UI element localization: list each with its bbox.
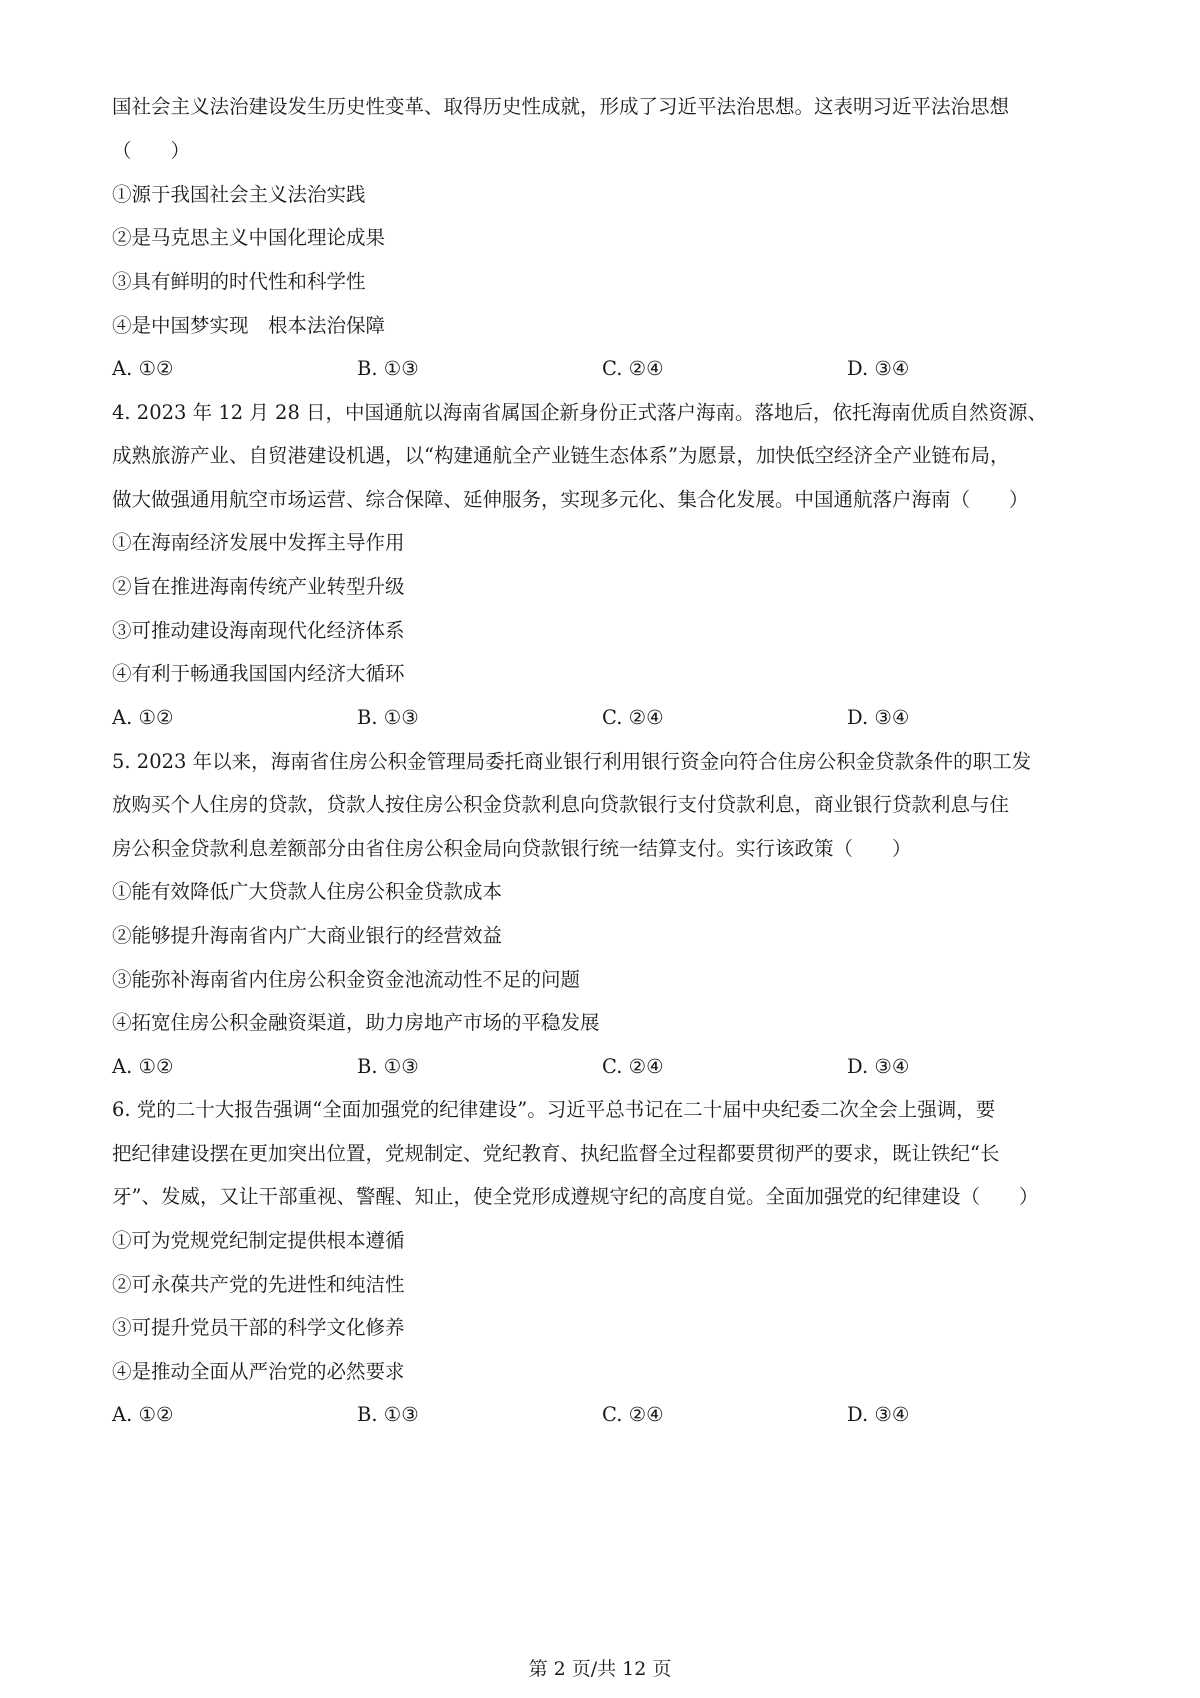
question-3-item-4: ④是中国梦实现 根本法治保障	[112, 314, 386, 337]
question-3-option-a: A. ①②	[112, 357, 174, 380]
question-3-option-c: C. ②④	[602, 357, 664, 380]
question-4-item-1: ①在海南经济发展中发挥主导作用	[112, 531, 405, 554]
question-6-option-b: B. ①③	[357, 1403, 419, 1426]
question-5-stem-line-3: 房公积金贷款利息差额部分由省住房公积金局向贷款银行统一结算支付。实行该政策（ ）	[112, 837, 912, 860]
question-5-item-2: ②能够提升海南省内广大商业银行的经营效益	[112, 924, 503, 947]
question-3-item-3: ③具有鲜明的时代性和科学性	[112, 270, 366, 293]
question-6-option-d: D. ③④	[847, 1403, 910, 1426]
question-6-stem-line-2: 把纪律建设摆在更加突出位置，党规制定、党纪教育、执纪监督全过程都要贯彻严的要求，既让铁纪“长	[112, 1142, 1000, 1165]
question-5-item-1: ①能有效降低广大贷款人住房公积金贷款成本	[112, 880, 503, 903]
question-6-option-a: A. ①②	[112, 1403, 174, 1426]
question-4-item-2: ②旨在推进海南传统产业转型升级	[112, 575, 405, 598]
question-5-stem-line-2: 放购买个人住房的贷款，贷款人按住房公积金贷款利息向贷款银行支付贷款利息，商业银行贷款利息与住	[112, 793, 1010, 816]
question-6-options	[112, 1400, 1012, 1430]
question-6-stem-line-1: 6. 党的二十大报告强调“全面加强党的纪律建设”。习近平总书记在二十届中央纪委二次全会上强调，要	[112, 1098, 996, 1121]
question-5-option-b: B. ①③	[357, 1055, 419, 1078]
question-3-item-2: ②是马克思主义中国化理论成果	[112, 226, 386, 249]
question-4-item-3: ③可推动建设海南现代化经济体系	[112, 619, 405, 642]
question-3-option-b: B. ①③	[357, 357, 419, 380]
question-4-item-4: ④有利于畅通我国国内经济大循环	[112, 662, 405, 685]
question-4-stem-line-2: 成熟旅游产业、自贸港建设机遇，以“构建通航全产业链生态体系”为愿景，加快低空经济全产业链布局，	[112, 444, 1010, 467]
question-5-stem-line-1: 5. 2023 年以来，海南省住房公积金管理局委托商业银行利用银行资金向符合住房公积金贷款条件的职工发	[112, 750, 1032, 773]
question-3-options	[112, 354, 1012, 384]
question-5-option-c: C. ②④	[602, 1055, 664, 1078]
question-5-option-d: D. ③④	[847, 1055, 910, 1078]
page-number: 第 2 页/共 12 页	[528, 1658, 672, 1680]
question-4-stem-line-1: 4. 2023 年 12 月 28 日，中国通航以海南省属国企新身份正式落户海南。落地后，依托海南优质自然资源、	[112, 401, 1048, 424]
question-5-item-4: ④拓宽住房公积金融资渠道，助力房地产市场的平稳发展	[112, 1011, 600, 1034]
question-3-stem-line-1: 国社会主义法治建设发生历史性变革、取得历史性成就，形成了习近平法治思想。这表明习近平法治思想	[112, 95, 1010, 118]
question-5-options	[112, 1052, 1012, 1082]
question-6-item-1: ①可为党规党纪制定提供根本遵循	[112, 1229, 405, 1252]
question-3-option-d: D. ③④	[847, 357, 910, 380]
question-4-option-c: C. ②④	[602, 706, 664, 729]
question-3-item-1: ①源于我国社会主义法治实践	[112, 183, 366, 206]
question-6-item-2: ②可永葆共产党的先进性和纯洁性	[112, 1273, 405, 1296]
question-6-stem-line-3: 牙”、发威，又让干部重视、警醒、知止，使全党形成遵规守纪的高度自觉。全面加强党的纪律建设（ ）	[112, 1185, 1039, 1208]
question-6-item-3: ③可提升党员干部的科学文化修养	[112, 1316, 405, 1339]
question-4-option-a: A. ①②	[112, 706, 174, 729]
question-5-option-a: A. ①②	[112, 1055, 174, 1078]
question-6-item-4: ④是推动全面从严治党的必然要求	[112, 1360, 405, 1383]
question-3-stem-line-2: （ ）	[112, 139, 191, 162]
question-6-option-c: C. ②④	[602, 1403, 664, 1426]
question-4-option-d: D. ③④	[847, 706, 910, 729]
question-4-stem-line-3: 做大做强通用航空市场运营、综合保障、延伸服务，实现多元化、集合化发展。中国通航落户海南（ ）	[112, 488, 1029, 511]
question-4-options	[112, 703, 1012, 733]
question-4-option-b: B. ①③	[357, 706, 419, 729]
question-5-item-3: ③能弥补海南省内住房公积金资金池流动性不足的问题	[112, 968, 581, 991]
